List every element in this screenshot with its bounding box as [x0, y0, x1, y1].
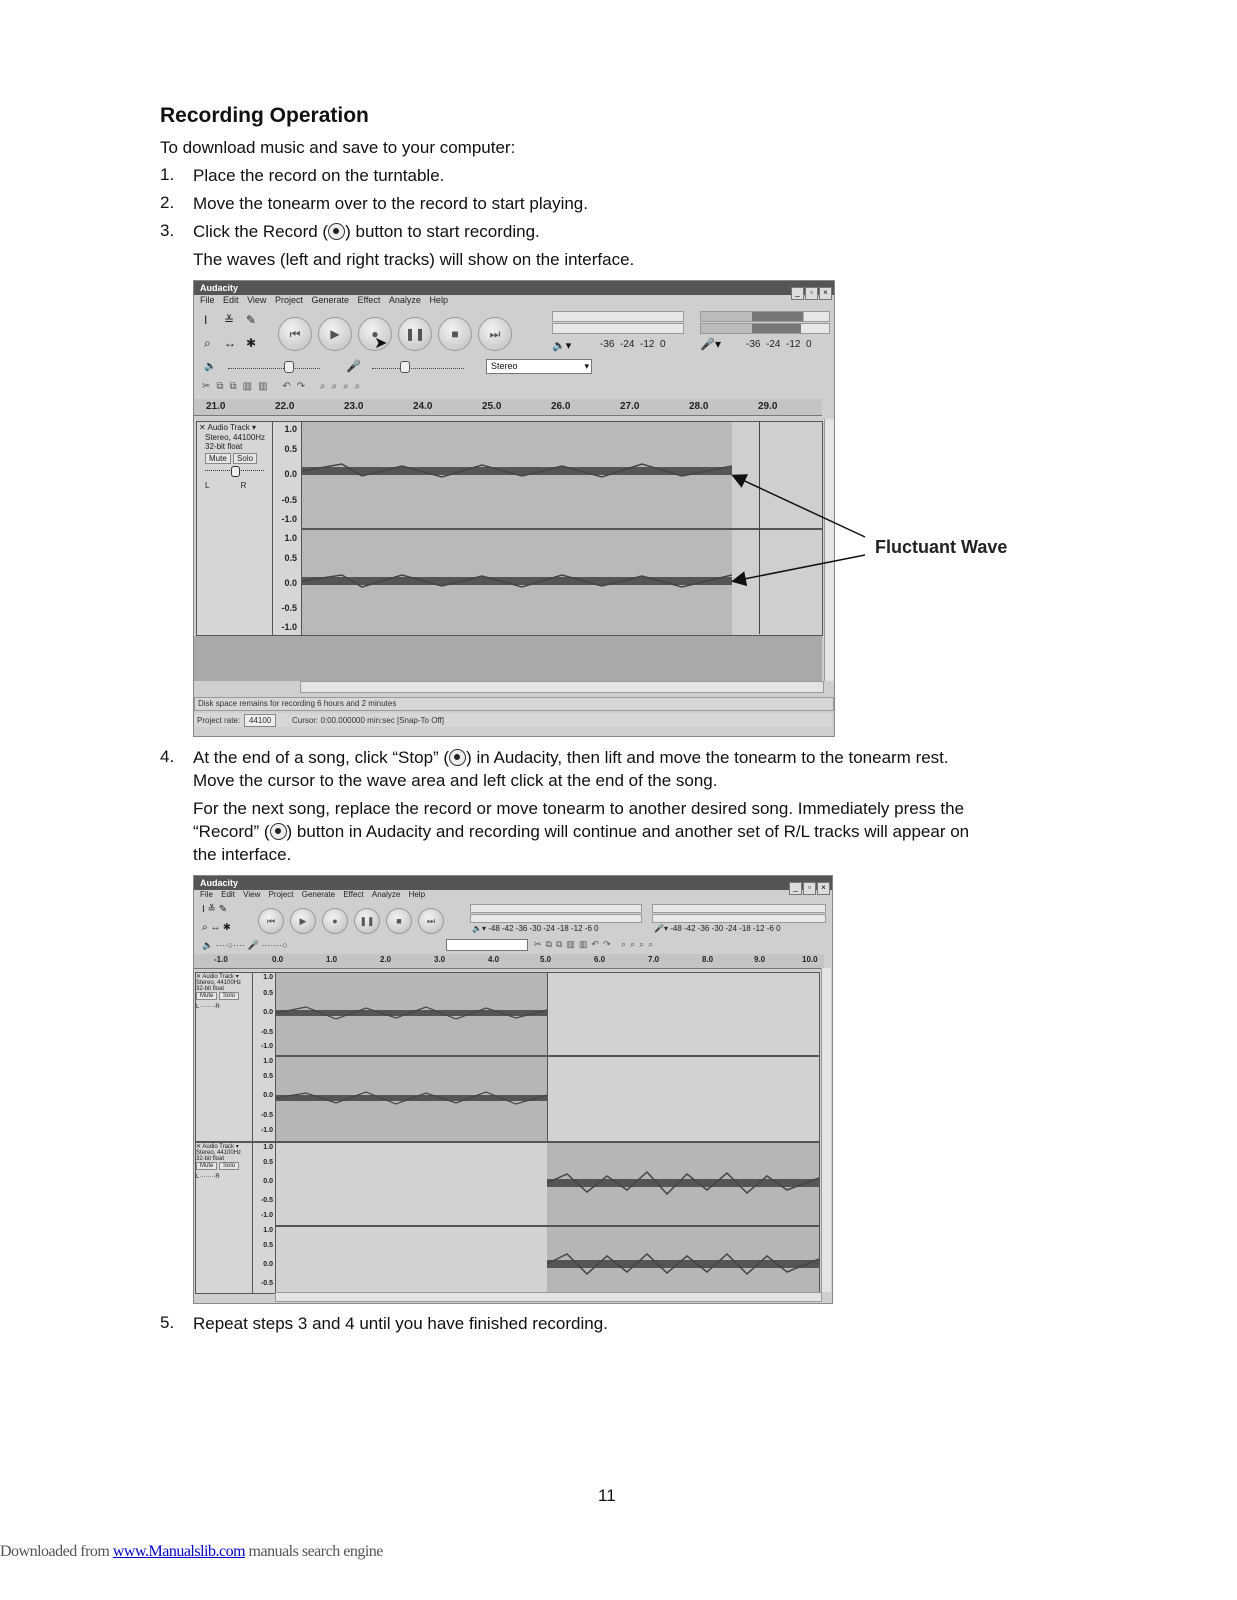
- pan-slider-2a[interactable]: L········R: [196, 1004, 220, 1010]
- stop-button[interactable]: ■: [438, 317, 472, 351]
- zoom-tool-icon[interactable]: ⌕: [204, 336, 211, 350]
- record-button-2[interactable]: ●: [322, 908, 348, 934]
- meter-scale: -36 -24 -12 0: [600, 339, 666, 350]
- playback-volume-slider[interactable]: [228, 368, 320, 369]
- step-4-note-2: “Record” ( ) button in Audacity and recording will continue and another set of R/L tracks will appear on: [193, 822, 970, 841]
- draw-tool-icon[interactable]: ✎: [246, 313, 257, 327]
- step-2-text: Move the tonearm over to the record to start playing.: [193, 194, 588, 213]
- step-3-note: The waves (left and right tracks) will show on the interface.: [193, 250, 635, 269]
- solo-button[interactable]: Solo: [233, 453, 257, 464]
- step-3-text: Click the Record ( ) button to start recording.: [193, 222, 540, 241]
- timeshift-tool-icon[interactable]: ↔: [224, 336, 236, 350]
- horizontal-scrollbar-2[interactable]: [275, 1292, 822, 1302]
- track-name-button-2a[interactable]: ✕ Audio Track ▾: [196, 974, 239, 980]
- record-slider-thumb[interactable]: [400, 361, 410, 373]
- track-bitdepth: 32-bit float: [205, 442, 243, 451]
- menu-bar: [194, 295, 834, 309]
- multi-tool-icon[interactable]: ✱: [246, 336, 257, 350]
- menu-view-2[interactable]: View: [243, 890, 261, 899]
- menu-file[interactable]: File: [200, 295, 215, 305]
- pause-button[interactable]: ❚❚: [398, 317, 432, 351]
- step-5-text: Repeat steps 3 and 4 until you have finished recording.: [193, 1314, 608, 1333]
- pan-slider-2b[interactable]: L········R: [196, 1174, 220, 1180]
- close-icon[interactable]: ×: [819, 287, 832, 300]
- page-number: 11: [598, 1486, 616, 1505]
- manualslib-link[interactable]: www.Manualslib.com: [112, 1543, 246, 1560]
- amplitude-axis-2a: 1.0 0.5 0.0 -0.5 -1.0 1.0 0.5 0.0 -0.5 -1.0: [252, 972, 276, 1142]
- track2-right-waveform: [547, 1249, 819, 1279]
- skip-start-button-2[interactable]: ⏮: [258, 908, 284, 934]
- horizontal-scrollbar[interactable]: [300, 681, 824, 693]
- record-meter-2b: [652, 914, 826, 923]
- menu-effect[interactable]: Effect: [357, 295, 381, 305]
- maximize-icon-2[interactable]: ▫: [803, 882, 816, 895]
- selection-tool-icon-2[interactable]: I ≚ ✎: [202, 904, 228, 915]
- right-waveform: [302, 570, 732, 592]
- skip-end-button[interactable]: ⏭: [478, 317, 512, 351]
- mic-volume-icon: 🎤: [346, 359, 361, 373]
- status-bar: Disk space remains for recording 6 hours and 2 minutes: [194, 697, 834, 711]
- mute-button-2a[interactable]: Mute: [196, 992, 217, 1000]
- playback-meter-2: [470, 904, 642, 913]
- gain-slider[interactable]: [205, 470, 264, 471]
- track1-left-wave[interactable]: [275, 972, 820, 1056]
- record-icon: [270, 823, 287, 840]
- record-meter-2: [652, 904, 826, 913]
- step-1-text: Place the record on the turntable.: [193, 166, 445, 185]
- track-control-panel: [196, 421, 273, 636]
- playback-meter-right: [552, 323, 684, 334]
- microphone-icon[interactable]: 🎤▾: [700, 337, 721, 351]
- minimize-icon-2[interactable]: _: [789, 882, 802, 895]
- meter-scale-2: 🔈▾ -48 -42 -36 -30 -24 -18 -12 -6 0: [472, 924, 599, 933]
- skip-start-button[interactable]: ⏮: [278, 317, 312, 351]
- track-control-panel-2a: [195, 972, 253, 1142]
- step-3-number: 3.: [160, 221, 175, 240]
- play-button-2[interactable]: ▶: [290, 908, 316, 934]
- annotation-arrows: [720, 460, 900, 600]
- meter-scale-right: -36 -24 -12 0: [746, 339, 812, 350]
- speaker-icon[interactable]: 🔈▾: [552, 340, 572, 352]
- pause-button-2[interactable]: ❚❚: [354, 908, 380, 934]
- menu-project[interactable]: Project: [274, 295, 303, 305]
- envelope-tool-icon[interactable]: ≚: [224, 313, 235, 327]
- edit-toolbar-2[interactable]: ✂⧉⧉▥▥↶↷ ⌕⌕⌕⌕: [534, 939, 658, 949]
- record-meter-left: [700, 311, 830, 322]
- track2-right-wave[interactable]: [275, 1226, 820, 1294]
- mouse-pointer-icon: ➤: [374, 335, 388, 352]
- track-bitdepth-2a: 32-bit float: [196, 986, 225, 992]
- step-4-number: 4.: [160, 747, 175, 766]
- section-heading: Recording Operation: [160, 104, 369, 127]
- solo-button-2b[interactable]: Solo: [219, 1162, 239, 1170]
- menu-edit[interactable]: Edit: [223, 295, 239, 305]
- playback-meter-2b: [470, 914, 642, 923]
- step-4-text: At the end of a song, click “Stop” ( ) in Audacity, then lift and move the tonearm to the tonearm rest.: [193, 748, 949, 767]
- track1-right-wave[interactable]: [275, 1056, 820, 1142]
- maximize-icon[interactable]: ▫: [805, 287, 818, 300]
- menu-help-2[interactable]: Help: [408, 890, 426, 899]
- track-control-panel-2b: [195, 1142, 253, 1294]
- menu-generate-2[interactable]: Generate: [301, 890, 336, 899]
- pan-slider[interactable]: L R: [205, 481, 247, 490]
- step-4-note-3: the interface.: [193, 845, 292, 864]
- track2-left-wave[interactable]: [275, 1142, 820, 1226]
- timeline-ruler-2[interactable]: -1.0 0.0 1.0 2.0 3.0 4.0 5.0 6.0 7.0 8.0 9.0 10.0: [194, 954, 824, 969]
- track1-right-waveform: [276, 1089, 547, 1107]
- record-icon: [328, 223, 345, 240]
- menu-analyze[interactable]: Analyze: [388, 295, 421, 305]
- track2-left-waveform: [547, 1168, 819, 1198]
- empty-track-area: [194, 636, 822, 681]
- footer: Downloaded from www.Manualslib.com manuals search engine: [0, 1543, 383, 1560]
- track-format: Stereo, 44100Hz: [205, 433, 266, 442]
- track-format-2b: Stereo, 44100Hz: [196, 1150, 242, 1156]
- menu-help[interactable]: Help: [429, 295, 448, 305]
- amplitude-axis: 1.0 0.5 0.0 -0.5 -1.0 1.0 0.5 0.0 -0.5 -1.0: [272, 421, 302, 636]
- track-name-button-2b[interactable]: ✕ Audio Track ▾: [196, 1144, 239, 1150]
- step-2-number: 2.: [160, 193, 175, 212]
- vertical-scrollbar-2[interactable]: [821, 968, 831, 1292]
- solo-button-2a[interactable]: Solo: [219, 992, 239, 1000]
- minimize-icon[interactable]: _: [791, 287, 804, 300]
- audacity-window-2: [193, 875, 833, 1304]
- volume-slider-thumb[interactable]: [284, 361, 294, 373]
- selection-tool-icon[interactable]: I: [204, 313, 208, 327]
- channels-select[interactable]: Stereo ▾: [486, 359, 592, 374]
- mixer-toolbar-2[interactable]: 🔈 ····○···· 🎤 ·······○: [202, 940, 288, 950]
- track1-left-waveform: [276, 1004, 547, 1022]
- skip-end-button-2[interactable]: ⏭: [418, 908, 444, 934]
- menu-file-2[interactable]: File: [200, 890, 213, 899]
- timeline-ruler[interactable]: 21.0 22.0 23.0 24.0 25.0 26.0 27.0 28.0 29.0: [194, 399, 822, 416]
- step-4-note-1: For the next song, replace the record or move tonearm to another desired song. Immediately press the: [193, 799, 965, 818]
- playback-meter-left: [552, 311, 684, 322]
- record-meter-right: [700, 323, 830, 334]
- meter-scale-right-2: 🎤▾ -48 -42 -36 -30 -24 -18 -12 -6 0: [654, 924, 781, 933]
- record-volume-slider[interactable]: [372, 368, 464, 369]
- play-button[interactable]: ▶: [318, 317, 352, 351]
- mute-button-2b[interactable]: Mute: [196, 1162, 217, 1170]
- step-1-number: 1.: [160, 165, 175, 184]
- menu-project-2[interactable]: Project: [268, 890, 294, 899]
- left-waveform: [302, 460, 732, 482]
- window-title: Audacity: [194, 281, 834, 295]
- track-name-button[interactable]: ✕ Audio Track ▾: [199, 423, 256, 432]
- record-button[interactable]: ●: [358, 317, 392, 351]
- project-rate-field[interactable]: 44100: [244, 714, 276, 727]
- menu-analyze-2[interactable]: Analyze: [371, 890, 401, 899]
- step-4-text-2: Move the cursor to the wave area and left click at the end of the song.: [193, 771, 718, 790]
- window-title-2: Audacity: [194, 876, 832, 890]
- menu-effect-2[interactable]: Effect: [343, 890, 364, 899]
- intro-text: To download music and save to your computer:: [160, 138, 516, 157]
- volume-icon: 🔈: [204, 361, 217, 372]
- rate-bar: Project rate: 44100 Cursor: 0:00.000000 min:sec [Snap-To Off]: [194, 713, 832, 727]
- zoom-tool-icon-2[interactable]: ⌕ ↔ ✱: [202, 922, 231, 933]
- mute-button[interactable]: Mute: [205, 453, 231, 464]
- menu-bar-2: [194, 890, 832, 904]
- input-select-2[interactable]: [446, 939, 528, 951]
- fluctuant-wave-label: Fluctuant Wave: [875, 537, 1008, 557]
- edit-toolbar[interactable]: ✂⧉⧉▥▥ ↶↷ ⌕⌕⌕⌕: [202, 381, 367, 392]
- track-format-2a: Stereo, 44100Hz: [196, 980, 242, 986]
- step-5-number: 5.: [160, 1313, 175, 1332]
- amplitude-axis-2b: 1.0 0.5 0.0 -0.5 -1.0 1.0 0.5 0.0 -0.5: [252, 1142, 276, 1294]
- menu-generate[interactable]: Generate: [311, 295, 349, 305]
- track-bitdepth-2b: 32-bit float: [196, 1156, 225, 1162]
- close-icon-2[interactable]: ×: [817, 882, 830, 895]
- menu-view[interactable]: View: [247, 295, 267, 305]
- menu-edit-2[interactable]: Edit: [221, 890, 235, 899]
- stop-icon: [449, 749, 466, 766]
- stop-button-2[interactable]: ■: [386, 908, 412, 934]
